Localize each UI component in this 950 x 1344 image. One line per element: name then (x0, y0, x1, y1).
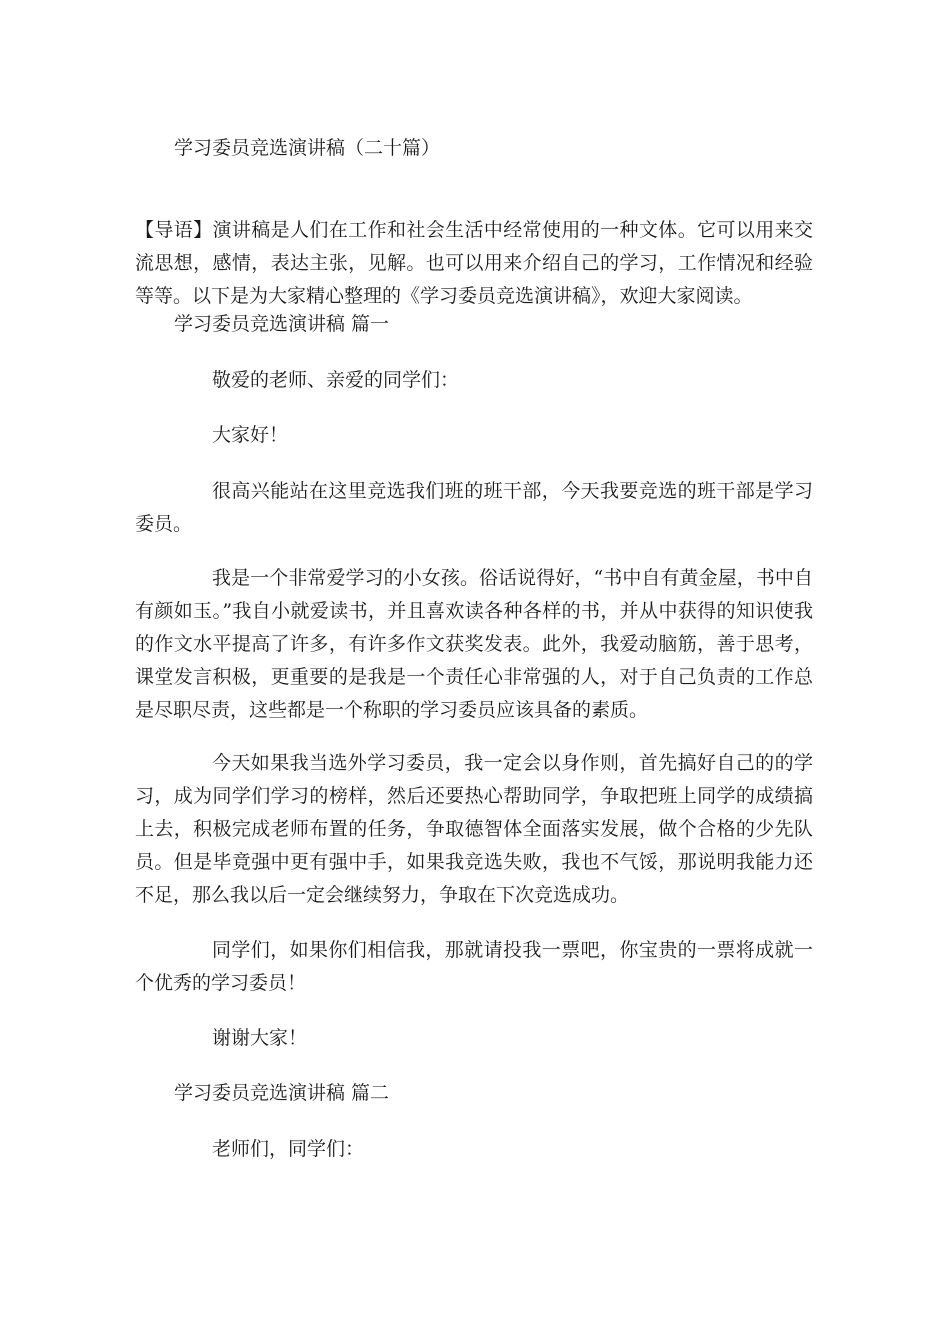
intro-paragraph: 【导语】演讲稿是人们在工作和社会生活中经常使用的一种文体。它可以用来交流思想，感情，表达主张，见解。也可以用来介绍自己的学习，工作情况和经验等等。以下是为大家精心整理的《学习委员竞选演讲稿》，欢迎大家阅读。 (135, 219, 813, 307)
greeting: 大家好！ (212, 424, 289, 446)
section-heading-1: 学习委员竞选演讲稿 篇一 (174, 313, 390, 335)
salutation: 敬爱的老师、亲爱的同学们： (212, 369, 460, 391)
body-paragraph: 我是一个非常爱学习的小女孩。俗话说得好，“书中自有黄金屋，书中自有颜如玉。”我自小就爱读书，并且喜欢读各种各样的书，并从中获得的知识使我的作文水平提高了许多，有许多作文获奖发表。此外，我爱动脑筋，善于思考，课堂发言积极，更重要的是我是一个责任心非常强的人，对于自己负责的工作总是尽职尽责，这些都是一个称职的学习委员应该具备的素质。 (135, 567, 813, 721)
document-title: 学习委员竞选演讲稿（二十篇） (174, 137, 441, 159)
salutation-2: 老师们，同学们： (212, 1138, 365, 1160)
body-paragraph: 很高兴能站在这里竞选我们班的班干部，今天我要竞选的班干部是学习委员。 (135, 480, 813, 535)
closing-line: 谢谢大家！ (212, 1027, 308, 1049)
body-paragraph: 同学们，如果你们相信我，那就请投我一票吧，你宝贵的一票将成就一个优秀的学习委员！ (135, 939, 813, 994)
body-paragraph: 今天如果我当选外学习委员，我一定会以身作则，首先搞好自己的的学习，成为同学们学习的榜样，然后还要热心帮助同学，争取把班上同学的成绩搞上去，积极完成老师布置的任务，争取德智体全面落实发展，做个合格的少先队员。但是毕竟强中更有强中手，如果我竞选失败，我也不气馁，那说明我能力还不足，那么我以后一定会继续努力，争取在下次竞选成功。 (135, 752, 813, 906)
section-heading-2: 学习委员竞选演讲稿 篇二 (174, 1082, 390, 1104)
